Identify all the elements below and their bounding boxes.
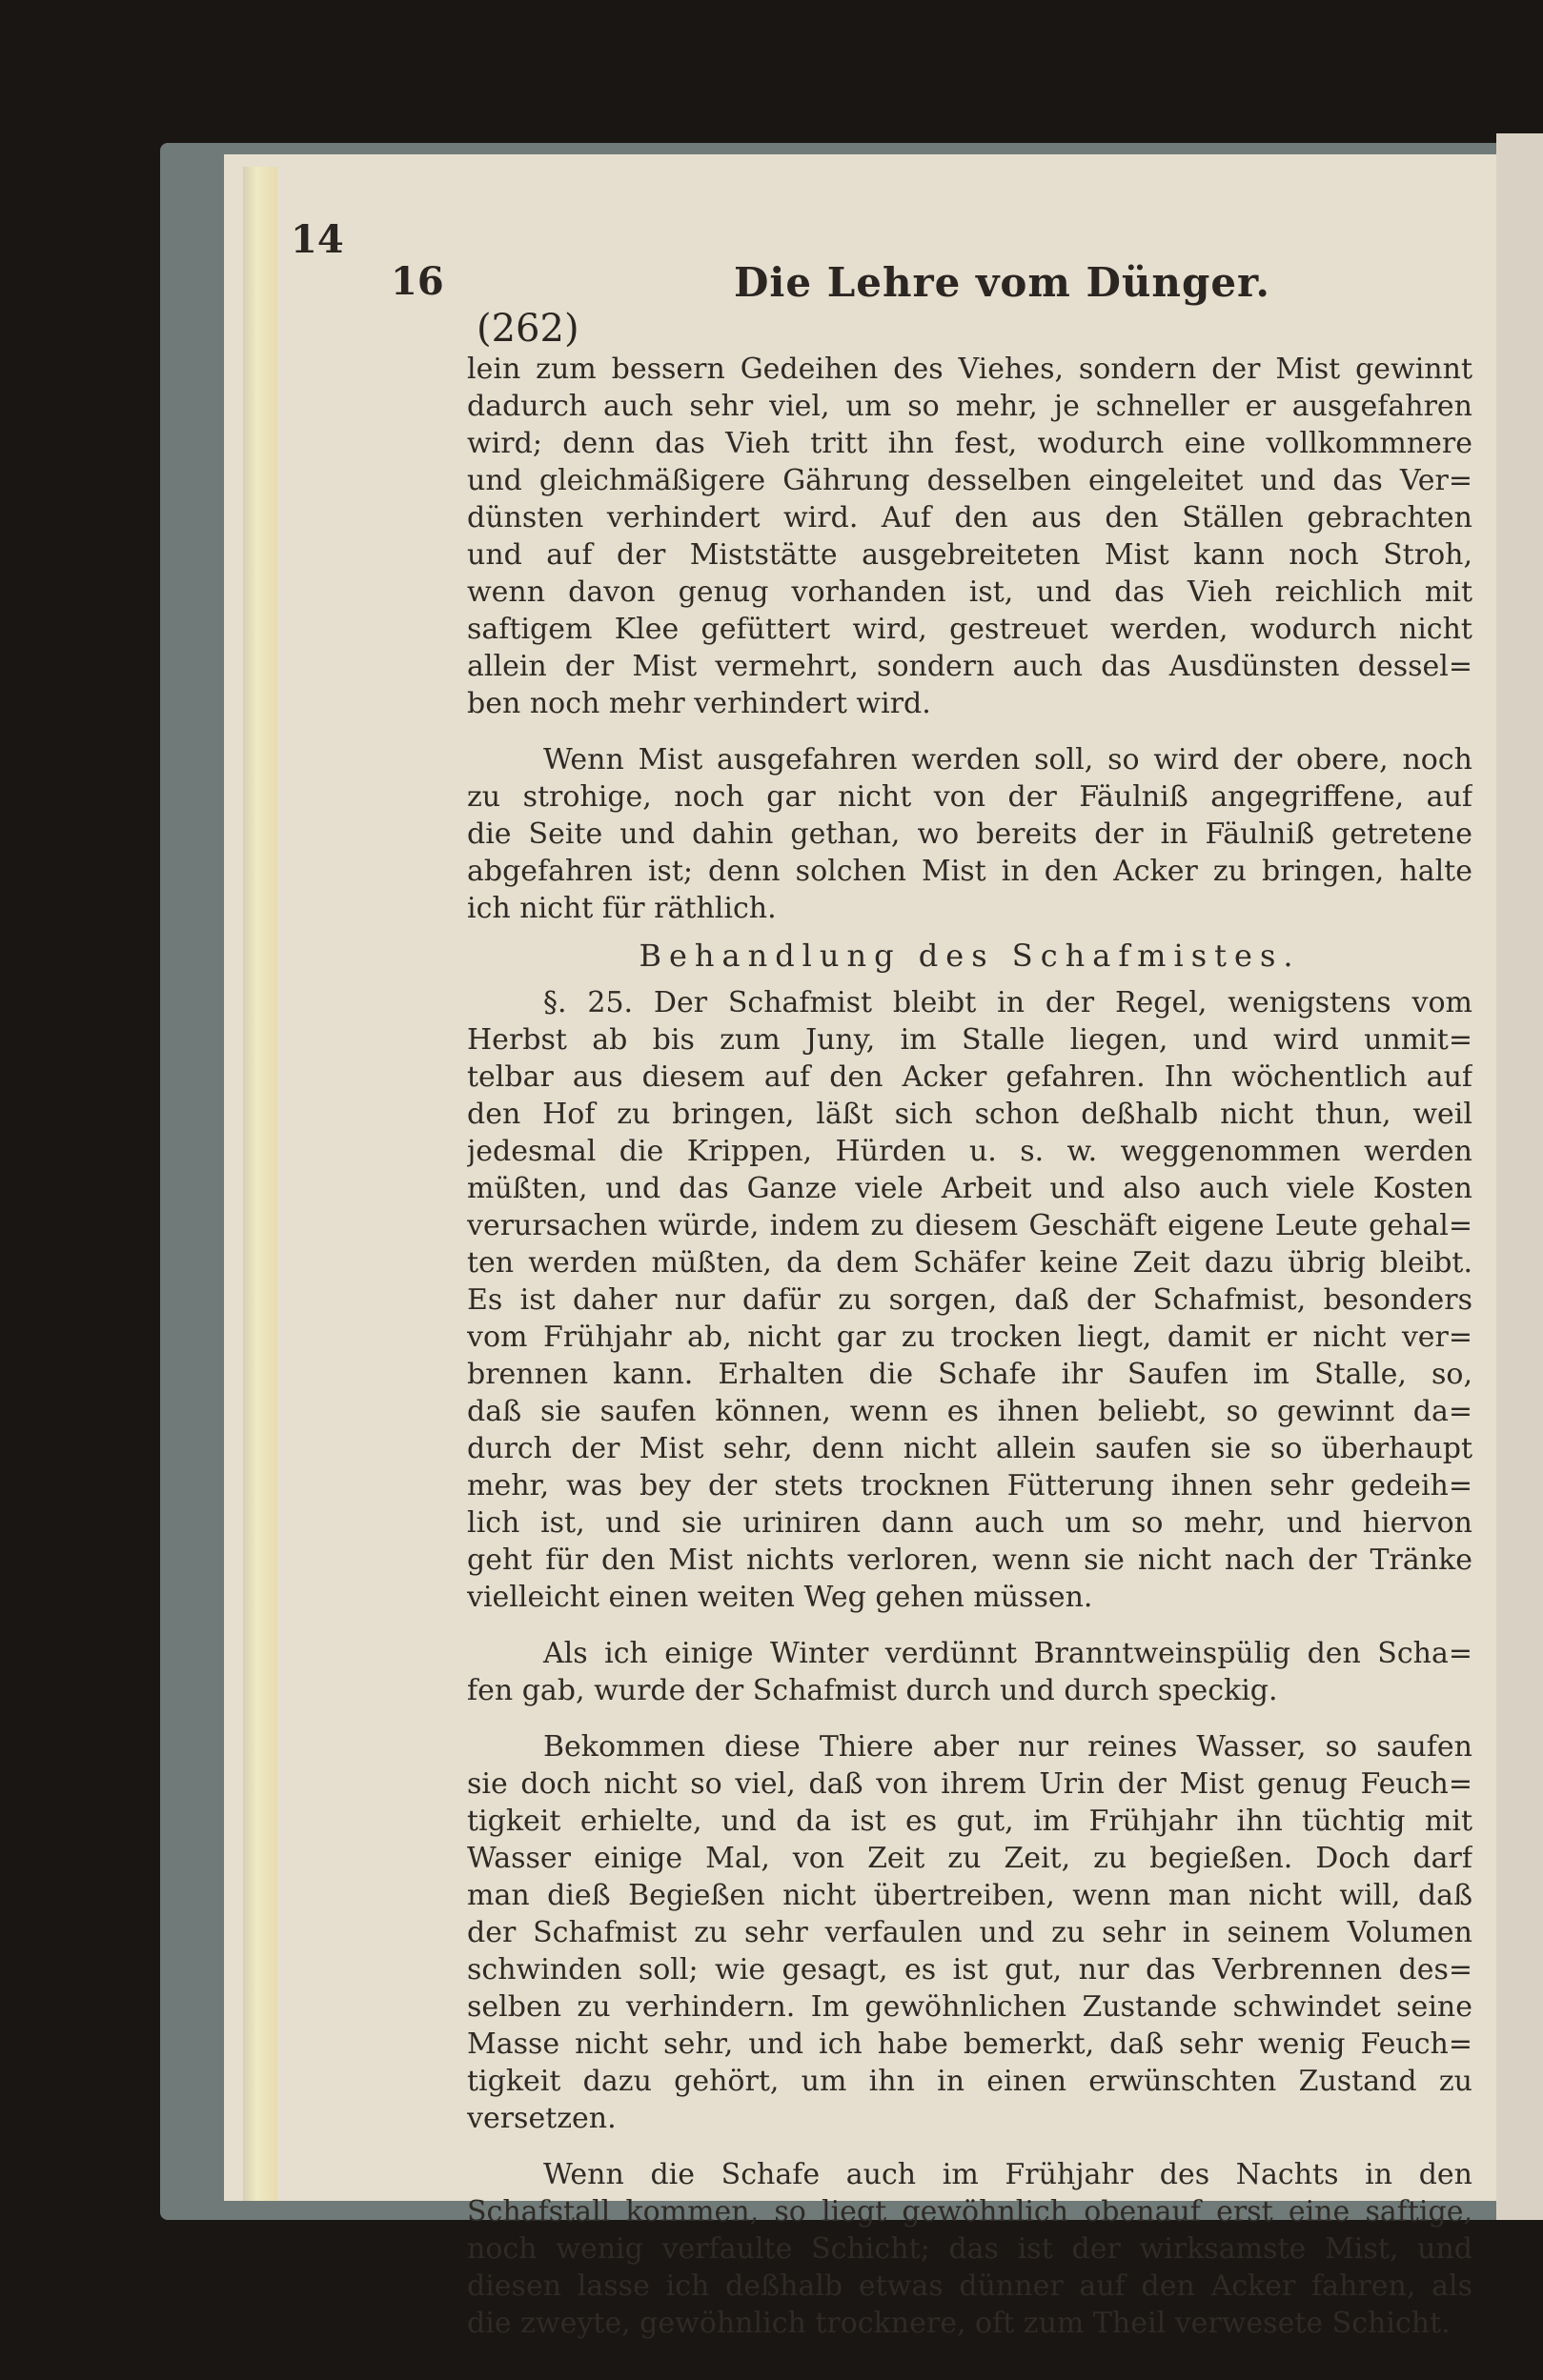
text-line: Es ist daher nur dafür zu sorgen, daß der Schafmist, besonders — [467, 1283, 1472, 1317]
text-block-2 — [467, 984, 1472, 2342]
text-line: noch wenig verfaulte Schicht; das ist der wirksamste Mist, und — [467, 2232, 1472, 2266]
text-line: Wenn die Schafe auch im Frühjahr des Nachts in den — [543, 2158, 1472, 2191]
text-line: wenn davon genug vorhanden ist, und das Vieh reichlich mit — [467, 575, 1472, 609]
text-line: vielleicht einen weiten Weg gehen müssen. — [467, 1581, 1093, 1614]
text-line: lich ist, und sie uriniren dann auch um so mehr, und hiervon — [467, 1506, 1472, 1540]
text-line: abgefahren ist; denn solchen Mist in den Acker zu bringen, halte — [467, 855, 1472, 888]
text-line: saftigem Klee gefüttert wird, gestreuet werden, wodurch nicht — [467, 613, 1472, 646]
running-head: Die Lehre vom Dünger. — [734, 259, 1270, 306]
text-line: die Seite und dahin gethan, wo bereits der in Fäulniß getretene — [467, 817, 1472, 851]
text-line: tigkeit dazu gehört, um ihn in einen erwünschten Zustand zu — [467, 2065, 1472, 2098]
paragraph — [467, 351, 1472, 722]
text-line: die zweyte, gewöhnlich trocknere, oft zum Theil verwesete Schicht. — [467, 2307, 1451, 2340]
text-line: und gleichmäßigere Gährung desselben eingeleitet und das Ver= — [467, 464, 1472, 497]
text-line: brennen kann. Erhalten die Schafe ihr Saufen im Stalle, so, — [467, 1358, 1472, 1391]
text-line: tigkeit erhielte, und da ist es gut, im Frühjahr ihn tüchtig mit — [467, 1805, 1472, 1838]
text-line: der Schafmist zu sehr verfaulen und zu sehr in seinem Volumen — [467, 1916, 1472, 1949]
text-line: zu strohige, noch gar nicht von der Fäulniß angegriffene, auf — [467, 780, 1472, 814]
paragraph — [467, 984, 1472, 1616]
text-line: ten werden müßten, da dem Schäfer keine Zeit dazu übrig bleibt. — [467, 1246, 1472, 1280]
text-line: jedesmal die Krippen, Hürden u. s. w. weggenommen werden — [467, 1135, 1472, 1168]
text-line: daß sie saufen können, wenn es ihnen beliebt, so gewinnt da= — [467, 1395, 1472, 1428]
text-line: Wasser einige Mal, von Zeit zu Zeit, zu begießen. Doch darf — [467, 1842, 1472, 1875]
text-line: geht für den Mist nichts verloren, wenn sie nicht nach der Tränke — [467, 1543, 1472, 1577]
paragraph — [467, 1635, 1472, 1709]
text-line: Als ich einige Winter verdünnt Branntweinspülig den Scha= — [543, 1637, 1472, 1670]
next-page-edge — [1496, 133, 1543, 2220]
text-line: §. 25. Der Schafmist bleibt in der Regel, wenigstens vom — [543, 986, 1472, 1019]
text-line: sie doch nicht so viel, daß von ihrem Urin der Mist genug Feuch= — [467, 1767, 1472, 1801]
text-block-1 — [467, 351, 1472, 927]
text-line: Masse nicht sehr, und ich habe bemerkt, daß sehr wenig Feuch= — [467, 2027, 1472, 2061]
text-line: man dieß Begießen nicht übertreiben, wenn man nicht will, daß — [467, 1879, 1472, 1912]
paragraph-gap — [467, 1709, 1472, 1728]
text-line: telbar aus diesem auf den Acker gefahren. Ihn wöchentlich auf — [467, 1060, 1472, 1094]
text-line: selben zu verhindern. Im gewöhnlichen Zustande schwindet seine — [467, 1990, 1472, 2024]
text-line: dünsten verhindert wird. Auf den aus den Ställen gebrachten — [467, 501, 1472, 534]
text-line: fen gab, wurde der Schafmist durch und durch speckig. — [467, 1674, 1278, 1707]
text-line: Wenn Mist ausgefahren werden soll, so wird der obere, noch — [543, 743, 1472, 777]
text-line: Bekommen diese Thiere aber nur reines Wasser, so saufen — [543, 1730, 1472, 1764]
text-line: ben noch mehr verhindert wird. — [467, 687, 931, 720]
text-line: Schafstall kommen, so liegt gewöhnlich obenauf erst eine saftige, — [467, 2195, 1472, 2229]
page-number: 16 — [391, 259, 444, 304]
text-line: ich nicht für räthlich. — [467, 892, 777, 925]
bracket-number: (262) — [477, 307, 579, 351]
text-line: müßten, und das Ganze viele Arbeit und also auch viele Kosten — [467, 1172, 1472, 1205]
text-line: vom Frühjahr ab, nicht gar zu trocken liegt, damit er nicht ver= — [467, 1321, 1472, 1354]
paragraph-gap — [467, 722, 1472, 741]
text-line: und auf der Miststätte ausgebreiteten Mist kann noch Stroh, — [467, 538, 1472, 572]
paragraph — [467, 741, 1472, 927]
section-title: Behandlung des Schafmistes. — [639, 938, 1301, 974]
paragraph-gap — [467, 1616, 1472, 1635]
text-line: den Hof zu bringen, läßt sich schon deßhalb nicht thun, weil — [467, 1098, 1472, 1131]
body-text — [467, 351, 1472, 2342]
text-line: allein der Mist vermehrt, sondern auch das Ausdünsten dessel= — [467, 650, 1472, 683]
text-line: schwinden soll; wie gesagt, es ist gut, nur das Verbrennen des= — [467, 1953, 1472, 1987]
text-line: durch der Mist sehr, denn nicht allein saufen sie so überhaupt — [467, 1432, 1472, 1465]
text-line: dadurch auch sehr viel, um so mehr, je schneller er ausgefahren — [467, 390, 1472, 423]
paragraph — [467, 2156, 1472, 2342]
paragraph-gap — [467, 2137, 1472, 2156]
text-line: diesen lasse ich deßhalb etwas dünner auf den Acker fahren, als — [467, 2269, 1472, 2303]
page-gutter-edge — [243, 167, 277, 2201]
text-line: verursachen würde, indem zu diesem Geschäft eigene Leute gehal= — [467, 1209, 1472, 1242]
text-line: mehr, was bey der stets trocknen Fütterung ihnen sehr gedeih= — [467, 1469, 1472, 1503]
folio-number: 14 — [291, 217, 344, 262]
text-line: lein zum bessern Gedeihen des Viehes, sondern der Mist gewinnt — [467, 353, 1472, 386]
paragraph — [467, 1728, 1472, 2137]
text-line: Herbst ab bis zum Juny, im Stalle liegen, und wird unmit= — [467, 1023, 1472, 1057]
text-line: versetzen. — [467, 2102, 617, 2135]
text-line: wird; denn das Vieh tritt ihn fest, wodurch eine vollkommnere — [467, 427, 1472, 460]
